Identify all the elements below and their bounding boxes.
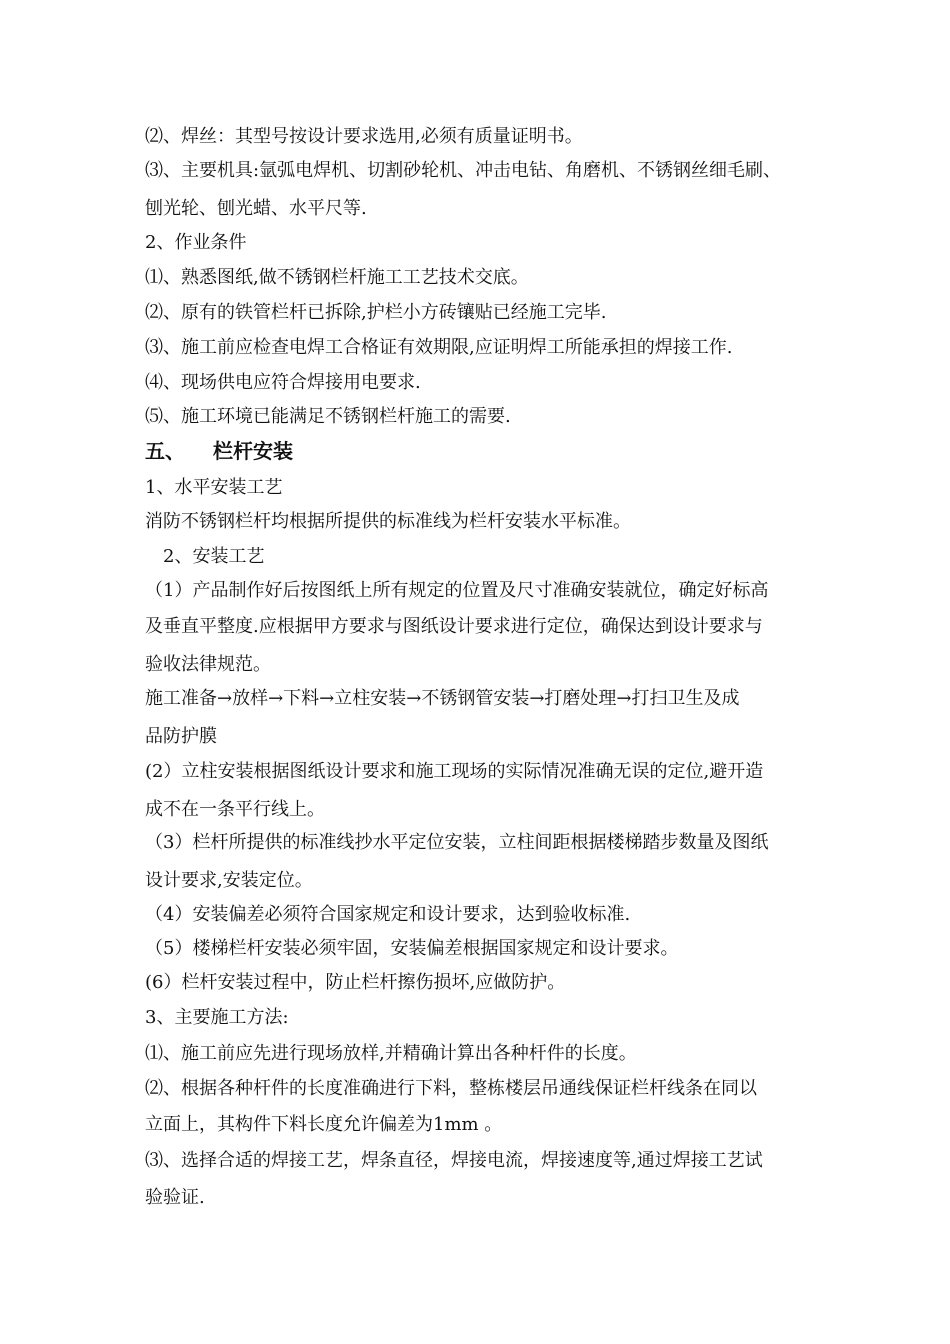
paragraph-line: 刨光轮、刨光蜡、水平尺等. (145, 198, 367, 219)
paragraph-line: 验收法律规范。 (145, 654, 271, 675)
paragraph-line: ⑵、焊丝：其型号按设计要求选用,必须有质量证明书。 (145, 126, 583, 147)
subsection-title: 3、主要施工方法: (145, 1007, 289, 1028)
subsection-title: 2、作业条件 (145, 232, 247, 253)
paragraph-line: 消防不锈钢栏杆均根据所提供的标准线为栏杆安装水平标准。 (145, 511, 631, 532)
subsection-title: 1、水平安装工艺 (145, 477, 283, 498)
paragraph-line: ⑴、施工前应先进行现场放样,并精确计算出各种杆件的长度。 (145, 1043, 637, 1064)
paragraph-line: 设计要求,安装定位。 (145, 870, 313, 891)
paragraph-line: 立面上，其构件下料长度允许偏差为1mm 。 (145, 1114, 503, 1135)
section-title: 栏杆安装 (213, 439, 293, 463)
paragraph-line: 验验证. (145, 1187, 205, 1208)
paragraph-line: ⑸、施工环境已能满足不锈钢栏杆施工的需要. (145, 406, 511, 427)
section-number: 五、 (145, 439, 185, 463)
paragraph-line: （5）楼梯栏杆安装必须牢固，安装偏差根据国家规定和设计要求。 (145, 938, 679, 959)
paragraph-line: ⑵、原有的铁管栏杆已拆除,护栏小方砖镶贴已经施工完毕. (145, 302, 607, 323)
paragraph-line: ⑴、熟悉图纸,做不锈钢栏杆施工工艺技术交底。 (145, 267, 529, 288)
paragraph-line: 成不在一条平行线上。 (145, 799, 325, 820)
paragraph-line: (2）立柱安装根据图纸设计要求和施工现场的实际情况准确无误的定位,避开造 (145, 761, 764, 782)
paragraph-line: ⑷、现场供电应符合焊接用电要求. (145, 372, 421, 393)
paragraph-line: （1）产品制作好后按图纸上所有规定的位置及尺寸准确安装就位，确定好标高 (145, 580, 769, 601)
paragraph-line: ⑶、主要机具:氩弧电焊机、切割砂轮机、冲击电钻、角磨机、不锈钢丝细毛刷、 (145, 160, 782, 181)
paragraph-line: ⑶、选择合适的焊接工艺，焊条直径，焊接电流，焊接速度等,通过焊接工艺试 (145, 1150, 763, 1171)
paragraph-line: (6）栏杆安装过程中，防止栏杆擦伤损坏,应做防护。 (145, 972, 566, 993)
paragraph-line: ⑶、施工前应检查电焊工合格证有效期限,应证明焊工所能承担的焊接工作. (145, 337, 733, 358)
paragraph-line: （4）安装偏差必须符合国家规定和设计要求，达到验收标准. (145, 904, 631, 925)
process-flow: 施工准备→放样→下料→立柱安装→不锈钢管安装→打磨处理→打扫卫生及成 (145, 688, 740, 709)
process-flow: 品防护膜 (145, 726, 217, 747)
subsection-title: 2、安装工艺 (163, 546, 265, 567)
paragraph-line: ⑵、根据各种杆件的长度准确进行下料，整栋楼层吊通线保证栏杆线条在同以 (145, 1078, 757, 1099)
section-heading (145, 440, 293, 462)
paragraph-line: 及垂直平整度.应根据甲方要求与图纸设计要求进行定位，确保达到设计要求与 (145, 616, 763, 637)
paragraph-line: （3）栏杆所提供的标准线抄水平定位安装，立柱间距根据楼梯踏步数量及图纸 (145, 832, 769, 853)
